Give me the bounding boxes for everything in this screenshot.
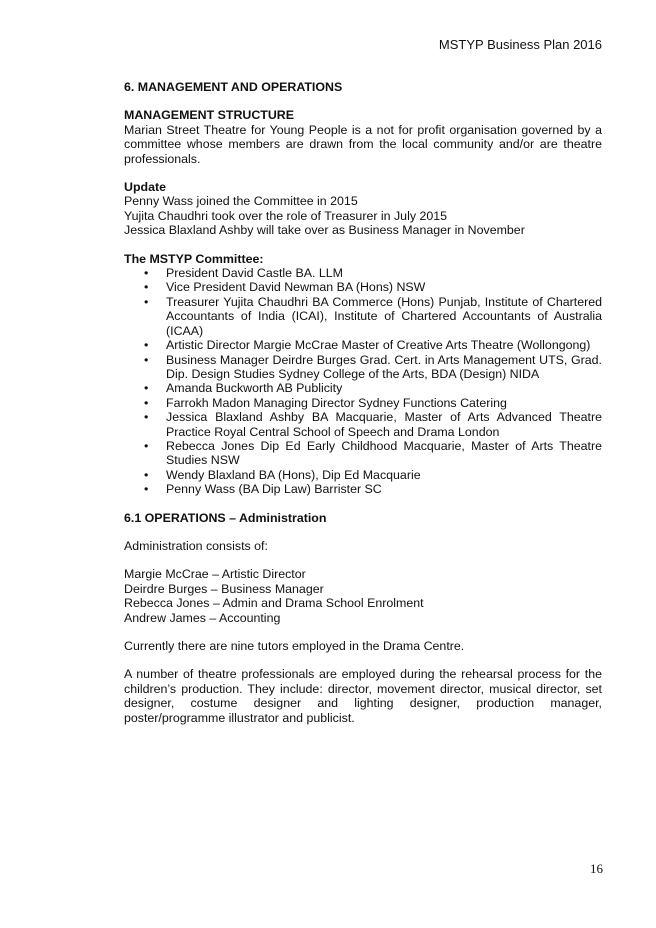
committee-member: • Farrokh Madon Managing Director Sydney Functions Catering [124, 396, 602, 410]
committee-member: • Business Manager Deirdre Burges Grad. Cert. in Arts Management UTS, Grad. Dip. Design Studies Sydney College of the Arts, BDA (Design) NIDA [124, 353, 602, 382]
running-header: MSTYP Business Plan 2016 [438, 37, 602, 52]
committee-heading: The MSTYP Committee: [124, 251, 264, 266]
committee-member: • Amanda Buckworth AB Publicity [124, 381, 602, 395]
committee-member: • Wendy Blaxland BA (Hons), Dip Ed Macquarie [124, 468, 602, 482]
committee-member: • Artistic Director Margie McCrae Master of Creative Arts Theatre (Wollongong) [124, 338, 602, 352]
update-line: Jessica Blaxland Ashby will take over as Business Manager in November [124, 223, 525, 238]
tutors-paragraph: Currently there are nine tutors employed in the Drama Centre. [124, 639, 465, 653]
committee-member: • Vice President David Newman BA (Hons) NSW [124, 280, 602, 294]
admin-line: Rebecca Jones – Admin and Drama School Enrolment [124, 596, 424, 611]
professionals-paragraph: A number of theatre professionals are employed during the rehearsal process for the children’s production. They include: director, movement director, musical director, set designer, costume designer and lighting designer, production manager, poster/programme illustrator and publicist. [124, 667, 602, 725]
committee-member: • Penny Wass (BA Dip Law) Barrister SC [124, 482, 602, 496]
admin-line: Andrew James – Accounting [124, 610, 281, 625]
committee-member: • Treasurer Yujita Chaudhri BA Commerce (Hons) Punjab, Institute of Chartered Accountants of India (ICAI), Institute of Chartered Accountants of Australia (ICAA) [124, 295, 602, 338]
update-heading: Update [124, 180, 166, 195]
admin-intro: Administration consists of: [124, 538, 268, 553]
update-line: Penny Wass joined the Committee in 2015 [124, 194, 358, 209]
admin-line: Deirdre Burges – Business Manager [124, 581, 324, 596]
committee-list [124, 266, 602, 497]
structure-heading: MANAGEMENT STRUCTURE [124, 108, 295, 123]
update-line: Yujita Chaudhri took over the role of Treasurer in July 2015 [124, 208, 448, 223]
structure-paragraph: Marian Street Theatre for Young People is a not for profit organisation governed by a committee whose members are drawn from the local community and/or are theatre professionals. [124, 122, 602, 166]
document-body [124, 80, 602, 725]
committee-member: • Jessica Blaxland Ashby BA Macquarie, Master of Arts Advanced Theatre Practice Royal Central School of Speech and Drama London [124, 410, 602, 439]
committee-member: • Rebecca Jones Dip Ed Early Childhood Macquarie, Master of Arts Theatre Studies NSW [124, 439, 602, 468]
admin-line: Margie McCrae – Artistic Director [124, 567, 306, 582]
page-number: 16 [590, 861, 603, 876]
section-heading: 6. MANAGEMENT AND OPERATIONS [124, 80, 343, 94]
operations-heading: 6.1 OPERATIONS – Administration [124, 510, 327, 525]
committee-member: • President David Castle BA. LLM [124, 266, 602, 280]
